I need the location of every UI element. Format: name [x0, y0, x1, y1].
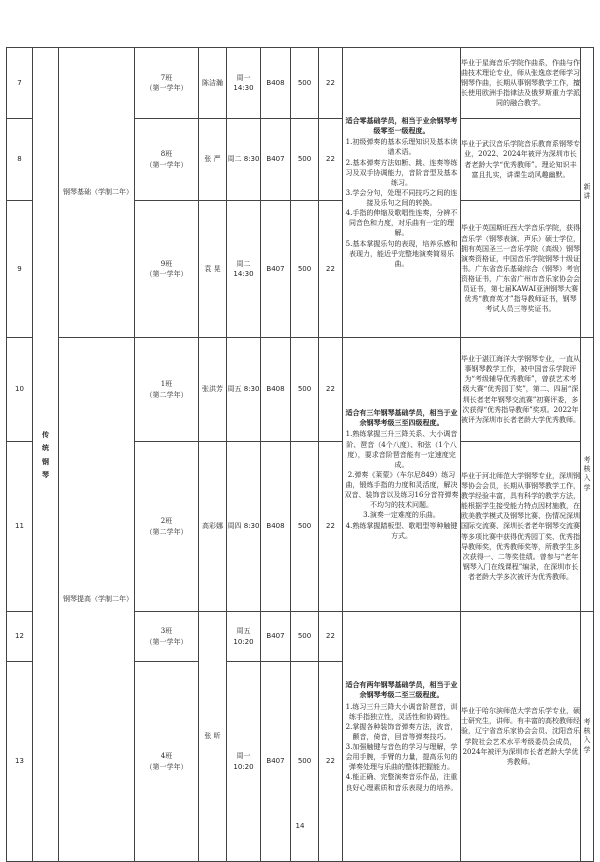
class-cell — [135, 612, 199, 662]
quota: 22 — [319, 48, 343, 119]
class-time: 周四 8:30 — [227, 442, 261, 612]
fee: 500 — [291, 48, 319, 119]
content-item: 5.基本掌握乐句的表现，培养乐感和表现力，能近乎完整地演奏简易乐曲。 — [345, 239, 458, 268]
fee: 500 — [291, 612, 319, 662]
teacher-bio: 毕业于河北师范大学钢琴专业，深圳钢琴协会会员，长期从事钢琴教学工作，教学经验丰富，具有科学的教学方法，能根据学生接受能力特点因材施教，在欧美教学模式及钢琴比赛、伤情况深圳国际交流赛、深圳长者老年钢琴交流赛等多项比赛中获得优秀园丁奖、优秀指导教师奖，优秀教师奖等，所教学生多次获得一、二等奖佳绩。曾参与“老年钢琴入门在线课程”编录，在深圳市长者老龄大学多次被评为优秀教师。 — [461, 442, 581, 612]
class-name: 1班 — [160, 380, 173, 389]
class-time: 周一 10:20 — [227, 662, 261, 862]
teacher-bio: 毕业于英国斯旺西大学音乐学院，获得音乐学（钢琴表演、声乐）硕士学位，拥有英国圣三一音乐学院（高级）钢琴演奏资格证，中国音乐学院钢琴十级证书。广东省音乐基础综合（钢琴）考官资格证书，广东省广州市音乐家协会会员证书，第七届KAWAI亚洲钢琴大赛优秀“教育英才”指导教师证书，钢琴考试人员三等奖证书。 — [461, 201, 581, 338]
class-year: （第一学年） — [145, 160, 188, 169]
table-row — [7, 338, 594, 442]
teacher-name: 高彩娜 — [199, 442, 227, 612]
table-row — [7, 48, 594, 119]
teacher-bio: 毕业于武汉音乐学院音乐教育系钢琴专业，2022、2024年被评为深圳市长者老龄大学“优秀教师”。理论知识丰富且扎实，讲课生动风趣幽默。 — [461, 119, 581, 201]
teacher-name: 张 昕 — [199, 612, 227, 862]
quota: 22 — [319, 442, 343, 612]
level-cell — [59, 338, 135, 862]
classroom: B407 — [261, 612, 291, 662]
content-item: 3.学会分句，处理不同技巧之间的连接及乐句之间的转换。 — [345, 188, 458, 208]
row-number: 7 — [7, 48, 33, 119]
class-name: 7班 — [160, 73, 173, 82]
class-time: 周五 8:30 — [227, 338, 261, 442]
class-name: 4班 — [160, 752, 173, 761]
content-heading: 适合零基础学员，相当于业余钢琴考级零至一级程度。 — [345, 115, 458, 136]
class-year: （第二学年） — [145, 527, 188, 536]
content-item: 4.手指的伸缩及歌唱性连奏，分辨不同音色和力度，对乐曲有一定的理解。 — [345, 209, 458, 238]
row-number: 13 — [7, 662, 33, 862]
row-number: 10 — [7, 338, 33, 442]
teacher-name: 张 严 — [199, 119, 227, 201]
quota: 22 — [319, 201, 343, 338]
fee: 500 — [291, 442, 319, 612]
class-cell — [135, 442, 199, 612]
classroom: B408 — [261, 442, 291, 612]
class-cell — [135, 338, 199, 442]
teacher-name: 张洪芳 — [199, 338, 227, 442]
content-item: 4.能正确、完整演奏音乐作品，注重良好心理素质和音乐表现力的培养。 — [345, 773, 458, 792]
row-number: 12 — [7, 612, 33, 662]
class-time: 周二 8:30 — [227, 119, 261, 201]
classroom: B407 — [261, 119, 291, 201]
teacher-name: 陈洁瀚 — [199, 48, 227, 119]
class-year: （第二学年） — [145, 390, 188, 399]
content-item: 2.掌握各种装饰音弹奏方法，波音，颤音，倚音，回音等弹奏技巧。 — [345, 722, 458, 741]
teacher-bio: 毕业于哈尔滨师范大学音乐学专业，硕士研究生，讲师。有丰富的高校教师经验，辽宁省音乐家协会会员、沈阳音乐学院社会艺术水平考级委员会成员，2024年被评为深圳市长者老龄大学优秀教师。 — [461, 612, 581, 862]
fee: 500 — [291, 662, 319, 862]
category-label: 传统钢琴 — [42, 429, 49, 479]
classroom: B408 — [261, 338, 291, 442]
quota: 22 — [319, 662, 343, 862]
row-number: 11 — [7, 442, 33, 612]
class-year: （第一学年） — [145, 637, 188, 646]
fee: 500 — [291, 119, 319, 201]
class-name: 9班 — [160, 259, 173, 268]
content-heading: 适合有两年钢琴基础学员，相当于业余钢琴考级二至三级程度。 — [345, 680, 458, 700]
quota: 22 — [319, 612, 343, 662]
content-heading: 适合有三年钢琴基础学员，相当于业余钢琴考级三至四级程度。 — [345, 408, 458, 428]
class-name: 8班 — [160, 150, 173, 159]
fee: 500 — [291, 201, 319, 338]
content-item: 1.练习三升三降大小调音阶琶音，训练手指独立性，灵活性和协调性。 — [345, 702, 458, 721]
fee: 500 — [291, 338, 319, 442]
course-schedule-table — [6, 47, 594, 862]
class-cell — [135, 201, 199, 338]
class-time: 周二 14:30 — [227, 201, 261, 338]
class-name: 2班 — [160, 517, 173, 526]
teacher-bio: 毕业于湛江海洋大学钢琴专业，一直从事钢琴教学工作，被中国音乐学院评为“考级辅导优秀教师”，曾获艺术考级大赛“优秀园丁奖”，第二、四届“深圳长者老年钢琴交流赛”初赛评委，多次获得“优秀指导教师”奖项。2022年被评为深圳市长者老龄大学优秀教师。 — [461, 338, 581, 442]
note-label: 考核入学 — [583, 718, 591, 754]
quota: 22 — [319, 338, 343, 442]
content-item: 1.熟练掌握三升三降关系、大小调音阶、琶音（4个八度）、和弦（1个八度），要求音阶琶音能有一定速度完成。 — [345, 430, 458, 469]
class-year: （第一学年） — [145, 762, 188, 771]
content-item: 1.初级弹奏的基本乐理知识及基本读谱术语。 — [345, 138, 458, 157]
class-year: （第一学年） — [145, 84, 188, 92]
classroom: B408 — [261, 48, 291, 119]
classroom: B407 — [261, 662, 291, 862]
class-time: 周一 14:30 — [227, 48, 261, 119]
content-item: 2.弹奏《莱蒙》（车尔尼849）练习曲，锻炼手指的力度和灵活度，解决双音、装饰音以及练习16分音符弹奏不均匀的技术问题。 — [344, 470, 459, 510]
class-cell — [135, 662, 199, 862]
row-number: 9 — [7, 201, 33, 338]
level-label: 钢琴基础（学制二年） — [63, 188, 133, 197]
row-number: 8 — [7, 119, 33, 201]
note-cell — [581, 338, 594, 612]
classroom: B407 — [261, 201, 291, 338]
note-label: 新讲 — [583, 183, 591, 201]
note-cell — [581, 48, 594, 338]
class-cell — [135, 48, 199, 119]
class-time: 周五 10:20 — [227, 612, 261, 662]
note-label: 考核入学 — [583, 456, 591, 492]
class-cell — [135, 119, 199, 201]
content-item: 2.基本弹奏方法如断、跳、连奏等练习及双手协调能力，音阶音型及基本练习。 — [345, 158, 458, 187]
class-year: （第一学年） — [145, 270, 188, 278]
content-item: 4.熟练掌握踏板型、歌唱型等种触键方式。 — [345, 521, 458, 540]
level-label: 钢琴提高（学制二年） — [63, 595, 133, 604]
course-content — [343, 48, 461, 338]
level-cell — [59, 48, 135, 338]
content-item: 3.加强触键与音色的学习与理解，学会用手腕，手臂的力量，提高乐句的弹奏处理与乐曲的整体把握能力。 — [345, 743, 458, 772]
course-content — [343, 338, 461, 612]
category-cell — [33, 48, 59, 862]
teacher-name: 袁 晃 — [199, 201, 227, 338]
class-name: 3班 — [160, 627, 173, 636]
quota: 22 — [319, 119, 343, 201]
content-item: 3.演奏一定难度的乐曲。 — [363, 511, 440, 520]
page-number: 14 — [295, 822, 305, 830]
teacher-bio: 毕业于星海音乐学院作曲系，作曲与作曲技术理论专业，师从张逸彦老师学习钢琴作曲，长期从事钢琴教学工作，擅长使用欧洲手指律法及俄罗斯重力学派同的融合教学。 — [461, 48, 581, 119]
